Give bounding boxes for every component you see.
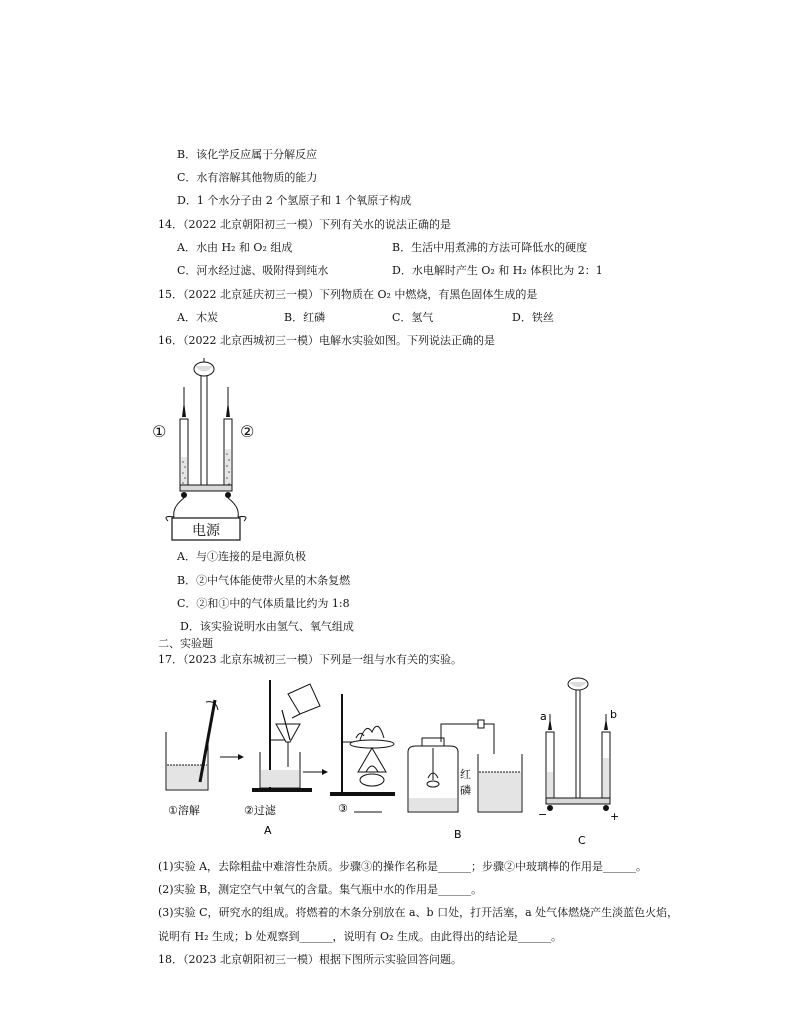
negative-terminal-label: − — [538, 808, 548, 821]
tube-2-label: ② — [240, 422, 255, 441]
q14-option-a: A．水由 H₂ 和 O₂ 组成 — [177, 241, 293, 254]
red-phosphorus-label-1: 红 — [460, 768, 471, 781]
step1-label: ①溶解 — [168, 804, 200, 817]
experiment-b-label: B — [454, 828, 462, 841]
tap-b-label: b — [610, 708, 617, 721]
oxygen-content-setup — [408, 720, 522, 812]
experiment-a-label: A — [264, 824, 272, 837]
q15-stem: 15．（2022 北京延庆初三一模）下列物质在 O₂ 中燃烧，有黑色固体生成的是 — [158, 288, 538, 301]
q15-option-c: C．氢气 — [392, 311, 434, 324]
q18-stem: 18．（2023 北京朝阳初三一模）根据下图所示实验回答问题。 — [158, 953, 462, 966]
q14-stem: 14．（2022 北京朝阳初三一模）下列有关水的说法正确的是 — [158, 218, 451, 231]
water-electrolysis-setup — [546, 678, 610, 811]
q16-option-b: B．②中气体能使带火星的木条复燃 — [177, 574, 351, 587]
filtration-setup — [252, 680, 320, 792]
experiment-c-label: C — [578, 834, 586, 847]
q14-option-c: C．河水经过滤、吸附得到纯水 — [177, 264, 329, 277]
electrolysis-apparatus-figure — [152, 357, 262, 542]
q17-stem: 17．（2023 北京东城初三一模）下列是一组与水有关的实验。 — [158, 653, 462, 666]
red-phosphorus-label-2: 磷 — [460, 784, 471, 797]
q13-option-d: D．1 个水分子由 2 个氢原子和 1 个氧原子构成 — [177, 194, 412, 207]
step3-label: ③ — [338, 802, 348, 815]
q17-sub1: (1)实验 A，去除粗盐中难溶性杂质。步骤③的操作名称是______；步骤②中玻璃棒的作用是______。 — [158, 860, 648, 873]
evaporation-setup — [330, 694, 395, 796]
positive-terminal-label: + — [610, 810, 620, 823]
q15-option-b: B．红磷 — [284, 311, 326, 324]
power-source-label: 电源 — [192, 523, 220, 539]
q16-option-c: C．②和①中的气体质量比约为 1:8 — [177, 597, 350, 610]
q17-sub3-line1: (3)实验 C，研究水的组成。将燃着的木条分别放在 a、b 口处，打开活塞，a 处气体燃烧产生淡蓝色火焰， — [158, 906, 679, 919]
q15-option-a: A．木炭 — [177, 311, 218, 324]
q17-sub3-line2: 说明有 H₂ 生成；b 处观察到______，说明有 O₂ 生成。由此得出的结论是______。 — [158, 930, 562, 943]
q14-option-d: D．水电解时产生 O₂ 和 H₂ 体积比为 2：1 — [392, 264, 603, 277]
q13-option-c: C．水有溶解其他物质的能力 — [177, 171, 318, 184]
q13-option-b: B．该化学反应属于分解反应 — [177, 148, 318, 161]
q16-stem: 16．（2022 北京西城初三一模）电解水实验如图。下列说法正确的是 — [158, 334, 495, 347]
tap-a-label: a — [540, 710, 547, 723]
q14-option-b: B．生活中用煮沸的方法可降低水的硬度 — [392, 241, 588, 254]
dissolving-beaker — [166, 700, 218, 790]
q16-option-a: A．与①连接的是电源负极 — [177, 550, 306, 563]
q16-option-d: D．该实验说明水由氢气、氧气组成 — [180, 620, 354, 633]
tube-1-label: ① — [152, 422, 167, 441]
section-heading: 二、实验题 — [158, 637, 213, 650]
step2-label: ②过滤 — [244, 804, 276, 817]
water-experiments-figure — [160, 672, 640, 847]
q15-option-d: D．铁丝 — [512, 311, 554, 324]
q17-sub2: (2)实验 B，测定空气中氧气的含量。集气瓶中水的作用是______。 — [158, 883, 483, 896]
